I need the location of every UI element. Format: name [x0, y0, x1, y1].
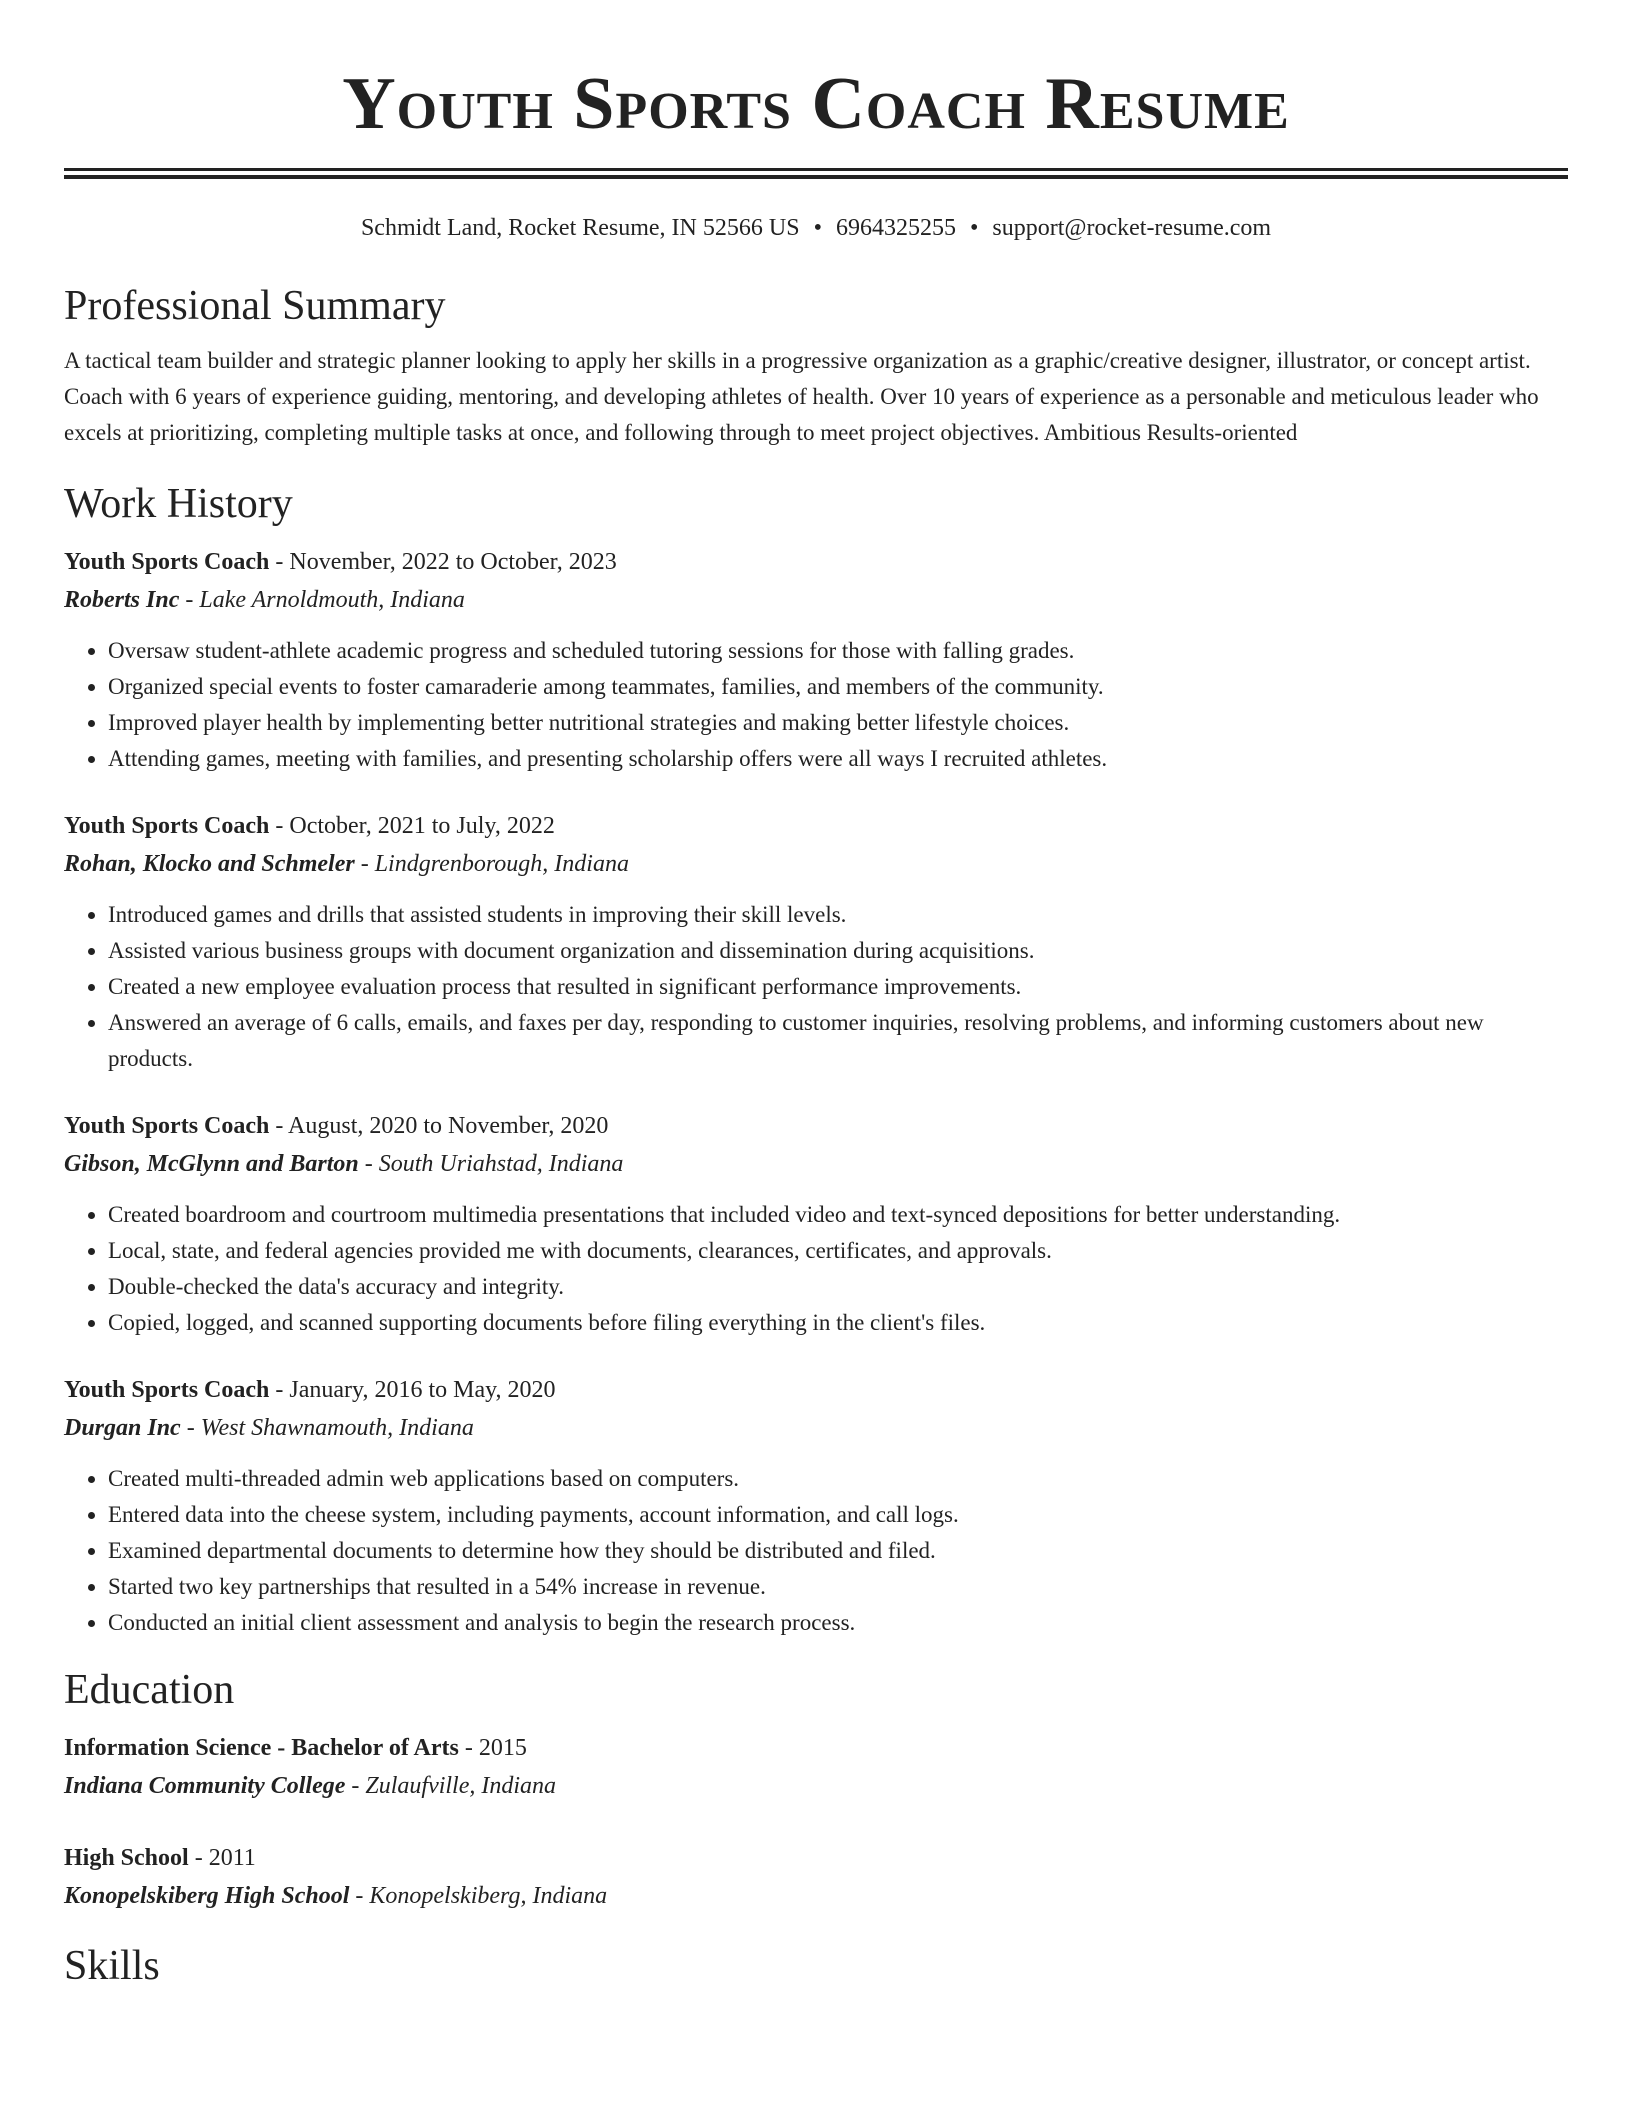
- section-heading-education: Education: [64, 1667, 235, 1713]
- school-line: [64, 1767, 1568, 1805]
- list-item: • Introduced games and drills that assisted students in improving their skill levels.: [108, 897, 1568, 933]
- graduation-year: - 2011: [188, 1845, 256, 1871]
- list-item: • Improved player health by implementing better nutritional strategies and making better lifestyle choices.: [108, 705, 1568, 741]
- graduation-year: - 2015: [458, 1735, 527, 1761]
- list-item: • Organized special events to foster camaraderie among teammates, families, and members of the community.: [108, 669, 1568, 705]
- job-title-line: [64, 1371, 1568, 1409]
- list-item: • Created multi-threaded admin web applications based on computers.: [108, 1461, 1568, 1497]
- employer-line: [64, 581, 1568, 619]
- job-bullets: [64, 633, 1568, 777]
- job-title: Youth Sports Coach: [64, 549, 270, 575]
- job-title: Youth Sports Coach: [64, 1113, 270, 1139]
- list-item: • Started two key partnerships that resulted in a 54% increase in revenue.: [108, 1569, 1568, 1605]
- title-divider: [64, 168, 1568, 179]
- section-heading-work: Work History: [64, 481, 293, 527]
- job-bullets: [64, 1461, 1568, 1641]
- employer: Rohan, Klocko and Schmeler: [64, 851, 355, 877]
- list-item: • Assisted various business groups with document organization and dissemination during acquisitions.: [108, 933, 1568, 969]
- school-line: [64, 1877, 1568, 1915]
- school: Konopelskiberg High School: [64, 1883, 350, 1909]
- education-entry: [64, 1729, 1568, 1805]
- job-title: Youth Sports Coach: [64, 1377, 270, 1403]
- job-location: - Lake Arnoldmouth, Indiana: [179, 587, 465, 613]
- school-location: - Konopelskiberg, Indiana: [349, 1883, 608, 1909]
- list-item: • Conducted an initial client assessment and analysis to begin the research process.: [108, 1605, 1568, 1641]
- summary-text: A tactical team builder and strategic planner looking to apply her skills in a progressive organization as a graphic/creative designer, illustrator, or concept artist. Coach with 6 years of experience guiding, mentoring, and developing athletes of health. Over 10 years of experience as a personable and meticulous leader who excels at prioritizing, completing multiple tasks at once, and following through to meet project objectives. Ambitious Results-oriented: [64, 348, 1539, 445]
- job-dates: - November, 2022 to October, 2023: [269, 549, 617, 575]
- job-location: - West Shawnamouth, Indiana: [180, 1415, 474, 1441]
- job-dates: - August, 2020 to November, 2020: [269, 1113, 609, 1139]
- school: Indiana Community College: [64, 1773, 346, 1799]
- job-dates: - October, 2021 to July, 2022: [269, 813, 555, 839]
- degree-line: [64, 1729, 1568, 1767]
- job-entry: [64, 1371, 1568, 1641]
- education-entry: [64, 1839, 1568, 1915]
- employer-line: [64, 1409, 1568, 1447]
- list-item: • Attending games, meeting with families, and presenting scholarship offers were all ways I recruited athletes.: [108, 741, 1568, 777]
- job-title-line: [64, 1107, 1568, 1145]
- list-item: • Double-checked the data's accuracy and integrity.: [108, 1269, 1568, 1305]
- job-entry: [64, 1107, 1568, 1341]
- section-heading-skills: Skills: [64, 1943, 160, 1989]
- separator: •: [969, 215, 979, 241]
- address: Schmidt Land, Rocket Resume, IN 52566 US: [360, 215, 800, 241]
- list-item: • Local, state, and federal agencies provided me with documents, clearances, certificates, and approvals.: [108, 1233, 1568, 1269]
- list-item: • Created boardroom and courtroom multimedia presentations that included video and text-synced depositions for better understanding.: [108, 1197, 1568, 1233]
- list-item: • Entered data into the cheese system, including payments, account information, and call logs.: [108, 1497, 1568, 1533]
- list-item: • Examined departmental documents to determine how they should be distributed and filed.: [108, 1533, 1568, 1569]
- employer-line: [64, 845, 1568, 883]
- list-item: • Answered an average of 6 calls, emails, and faxes per day, responding to customer inquiries, resolving problems, and informing customers about new products.: [108, 1005, 1568, 1077]
- job-title: Youth Sports Coach: [64, 813, 270, 839]
- list-item: • Oversaw student-athlete academic progress and scheduled tutoring sessions for those with falling grades.: [108, 633, 1568, 669]
- job-location: - Lindgrenborough, Indiana: [354, 851, 629, 877]
- degree: Information Science - Bachelor of Arts: [64, 1735, 459, 1761]
- job-location: - South Uriahstad, Indiana: [358, 1151, 624, 1177]
- section-heading-summary: Professional Summary: [64, 283, 446, 329]
- contact-line: [64, 213, 1568, 243]
- employer: Durgan Inc: [64, 1415, 181, 1441]
- degree-line: [64, 1839, 1568, 1877]
- job-entry: [64, 543, 1568, 777]
- resume-page: [64, 0, 1568, 1991]
- resume-title: Youth Sports Coach Resume: [342, 63, 1290, 145]
- list-item: • Created a new employee evaluation process that resulted in significant performance improvements.: [108, 969, 1568, 1005]
- job-entry: [64, 807, 1568, 1077]
- separator: •: [813, 215, 822, 241]
- job-bullets: [64, 897, 1568, 1077]
- employer-line: [64, 1145, 1568, 1183]
- job-title-line: [64, 807, 1568, 845]
- job-bullets: [64, 1197, 1568, 1341]
- employer: Gibson, McGlynn and Barton: [64, 1151, 359, 1177]
- email: support@rocket-resume.com: [992, 215, 1272, 241]
- degree: High School: [64, 1845, 189, 1871]
- job-dates: - January, 2016 to May, 2020: [269, 1377, 556, 1403]
- employer: Roberts Inc: [64, 587, 180, 613]
- list-item: • Copied, logged, and scanned supporting documents before filing everything in the client's files.: [108, 1305, 1568, 1341]
- school-location: - Zulaufville, Indiana: [345, 1773, 557, 1799]
- job-title-line: [64, 543, 1568, 581]
- phone: 6964325255: [835, 215, 956, 241]
